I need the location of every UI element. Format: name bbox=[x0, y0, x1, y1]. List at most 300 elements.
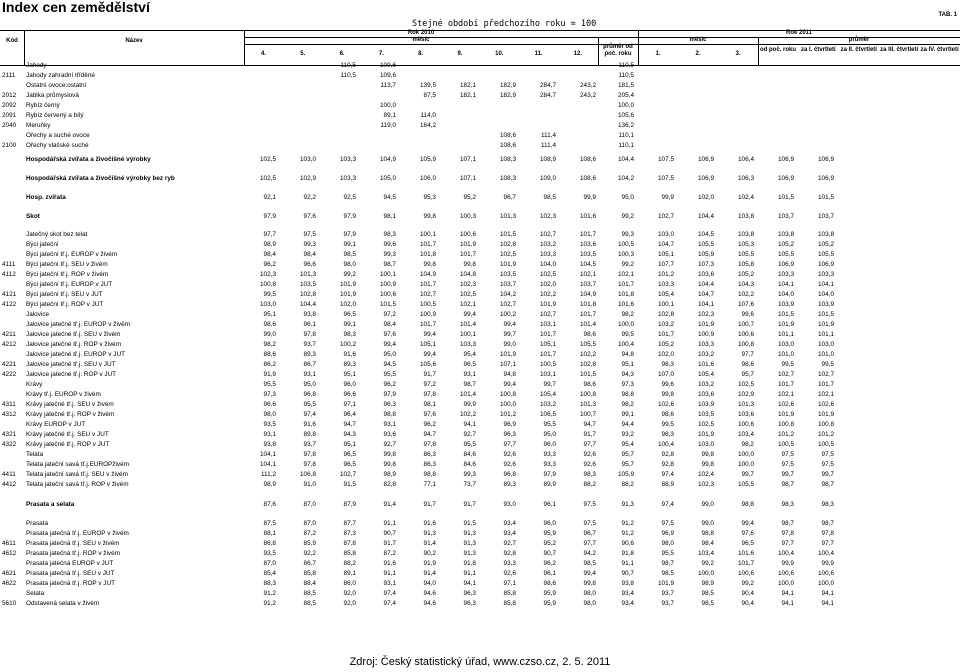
row-value: 99,8 bbox=[661, 391, 674, 398]
row-value: 102,9 bbox=[738, 391, 754, 398]
row-value: 101,9 bbox=[460, 241, 476, 248]
row-value: 101,7 bbox=[420, 281, 436, 288]
row-name: Prasata jatečná tř.j. SEU v JUT bbox=[26, 570, 115, 577]
row-value: 107,1 bbox=[500, 361, 516, 368]
row-value: 101,9 bbox=[540, 301, 556, 308]
row-value: 102,5 bbox=[460, 291, 476, 298]
row-value: 98,8 bbox=[383, 411, 396, 418]
table-row bbox=[0, 460, 960, 470]
row-value: 97,5 bbox=[661, 520, 674, 527]
row-value: 103,4 bbox=[698, 550, 714, 557]
row-value: 98,3 bbox=[661, 361, 674, 368]
row-value: 97,8 bbox=[423, 441, 436, 448]
row-value: 91,6 bbox=[423, 520, 436, 527]
row-value: 88,5 bbox=[303, 590, 316, 597]
row-value: 101,9 bbox=[778, 411, 794, 418]
row-value: 93,1 bbox=[383, 421, 396, 428]
row-value: 97,2 bbox=[423, 381, 436, 388]
row-value: 97,5 bbox=[821, 451, 834, 458]
row-value: 90,6 bbox=[621, 540, 634, 547]
row-value: 101,8 bbox=[420, 251, 436, 258]
row-value: 101,7 bbox=[778, 381, 794, 388]
row-value: 101,9 bbox=[818, 411, 834, 418]
row-value: 91,9 bbox=[423, 560, 436, 567]
row-value: 100,9 bbox=[380, 281, 396, 288]
header-year2-avg: průměr bbox=[848, 37, 870, 43]
row-value: 91,3 bbox=[463, 540, 476, 547]
row-code: 5610 bbox=[2, 600, 17, 607]
row-value: 95,0 bbox=[621, 194, 634, 201]
row-value: 101,7 bbox=[420, 241, 436, 248]
row-value: 97,7 bbox=[741, 351, 754, 358]
row-value: 92,6 bbox=[503, 570, 516, 577]
row-code: 4111 bbox=[2, 261, 16, 268]
row-value: 103,7 bbox=[778, 213, 794, 220]
row-value: 89,3 bbox=[303, 351, 316, 358]
row-value: 99,7 bbox=[543, 381, 556, 388]
header-mid-rule bbox=[244, 44, 638, 45]
row-value: 93,8 bbox=[263, 441, 276, 448]
row-value: 101,9 bbox=[658, 580, 674, 587]
row-value: 98,4 bbox=[303, 251, 316, 258]
row-value: 101,3 bbox=[300, 271, 316, 278]
row-value: 105,1 bbox=[540, 341, 556, 348]
row-value: 100,8 bbox=[580, 391, 596, 398]
row-value: 102,8 bbox=[580, 361, 596, 368]
table-row bbox=[0, 529, 960, 539]
tab-label: TAB. 1 bbox=[938, 12, 957, 18]
row-name: Selata bbox=[26, 590, 45, 597]
table-row bbox=[0, 350, 960, 360]
row-value: 96,5 bbox=[463, 361, 476, 368]
header-mid-rule bbox=[638, 44, 960, 45]
row-value: 99,8 bbox=[383, 461, 396, 468]
row-value: 99,0 bbox=[701, 501, 714, 508]
row-value: 96,8 bbox=[303, 391, 316, 398]
row-value: 94,8 bbox=[621, 351, 634, 358]
row-value: 101,5 bbox=[580, 371, 596, 378]
row-value: 97,5 bbox=[781, 451, 794, 458]
row-value: 102,7 bbox=[420, 291, 436, 298]
row-value: 97,8 bbox=[303, 331, 316, 338]
table-row bbox=[0, 390, 960, 400]
row-value: 96,6 bbox=[263, 401, 276, 408]
row-value: 110,1 bbox=[618, 142, 634, 149]
row-value: 103,3 bbox=[778, 271, 794, 278]
row-value: 99,6 bbox=[741, 311, 754, 318]
row-value: 94,1 bbox=[821, 600, 834, 607]
row-value: 96,3 bbox=[463, 600, 476, 607]
table-row bbox=[0, 280, 960, 290]
row-value: 93,5 bbox=[263, 421, 276, 428]
row-name: Jalovice jatečné tř.j. ROP v živém bbox=[26, 341, 122, 348]
header-year2: Rok 2011 bbox=[785, 30, 813, 36]
row-value: 99,5 bbox=[821, 361, 834, 368]
row-value: 91,7 bbox=[423, 371, 436, 378]
row-name: Prasata a selata bbox=[26, 501, 75, 508]
row-value: 99,0 bbox=[503, 341, 516, 348]
row-code: 4322 bbox=[2, 441, 17, 448]
row-value: 90,7 bbox=[543, 550, 556, 557]
row-value: 92,0 bbox=[343, 590, 356, 597]
row-value: 92,8 bbox=[503, 550, 516, 557]
row-value: 95,3 bbox=[423, 194, 436, 201]
row-value: 97,9 bbox=[343, 231, 356, 238]
row-value: 96,1 bbox=[543, 501, 556, 508]
row-value: 102,7 bbox=[340, 471, 356, 478]
row-value: 98,1 bbox=[423, 401, 436, 408]
row-value: 100,5 bbox=[618, 241, 634, 248]
row-value: 101,0 bbox=[818, 351, 834, 358]
row-value: 94,3 bbox=[621, 371, 634, 378]
row-value: 108,6 bbox=[580, 156, 596, 163]
row-value: 101,7 bbox=[618, 281, 634, 288]
row-value: 106,9 bbox=[698, 175, 714, 182]
row-value: 101,5 bbox=[818, 194, 834, 201]
row-value: 101,0 bbox=[778, 351, 794, 358]
table-row bbox=[0, 270, 960, 280]
row-value: 102,9 bbox=[300, 175, 316, 182]
row-value: 87,3 bbox=[343, 530, 356, 537]
row-name: Jalovice jatečné tř.j. SEU v JUT bbox=[26, 361, 116, 368]
row-value: 97,1 bbox=[343, 401, 356, 408]
row-value: 97,5 bbox=[583, 520, 596, 527]
row-value: 101,9 bbox=[698, 431, 714, 438]
row-value: 91,2 bbox=[263, 590, 276, 597]
row-value: 108,6 bbox=[580, 175, 596, 182]
row-value: 102,1 bbox=[778, 391, 794, 398]
row-value: 98,5 bbox=[661, 570, 674, 577]
row-value: 104,9 bbox=[420, 271, 436, 278]
row-value: 95,1 bbox=[263, 311, 276, 318]
row-value: 100,5 bbox=[540, 361, 556, 368]
row-value: 97,7 bbox=[583, 540, 596, 547]
row-value: 90,2 bbox=[423, 550, 436, 557]
header-month: 1. bbox=[655, 51, 661, 57]
row-value: 284,7 bbox=[540, 82, 556, 89]
row-value: 92,6 bbox=[503, 461, 516, 468]
table-row bbox=[0, 240, 960, 250]
row-value: 99,2 bbox=[621, 213, 634, 220]
row-value: 100,3 bbox=[460, 213, 476, 220]
row-value: 102,0 bbox=[340, 301, 356, 308]
row-value: 101,7 bbox=[460, 251, 476, 258]
table-row bbox=[0, 250, 960, 260]
table-row bbox=[0, 519, 960, 529]
row-value: 99,8 bbox=[463, 261, 476, 268]
row-code: 4211 bbox=[2, 331, 16, 338]
row-value: 103,1 bbox=[540, 371, 556, 378]
row-value: 95,2 bbox=[543, 540, 556, 547]
row-value: 98,4 bbox=[701, 540, 714, 547]
row-value: 100,1 bbox=[420, 231, 436, 238]
row-value: 88,2 bbox=[621, 481, 634, 488]
row-code: 4412 bbox=[2, 481, 17, 488]
row-value: 99,7 bbox=[781, 471, 794, 478]
row-value: 92,8 bbox=[661, 451, 674, 458]
row-value: 136,2 bbox=[618, 122, 634, 129]
row-value: 98,6 bbox=[583, 331, 596, 338]
row-value: 243,2 bbox=[580, 92, 596, 99]
row-name: Krávy jatečné tř.j. ROP v živém bbox=[26, 411, 115, 418]
row-value: 99,2 bbox=[343, 271, 356, 278]
row-value: 93,3 bbox=[543, 461, 556, 468]
row-value: 91,4 bbox=[383, 501, 396, 508]
row-value: 93,2 bbox=[621, 431, 634, 438]
row-value: 98,5 bbox=[701, 590, 714, 597]
row-value: 104,0 bbox=[778, 291, 794, 298]
row-value: 102,3 bbox=[698, 481, 714, 488]
row-value: 101,2 bbox=[778, 431, 794, 438]
table-row bbox=[0, 470, 960, 480]
row-value: 107,3 bbox=[698, 261, 714, 268]
row-value: 99,6 bbox=[383, 241, 396, 248]
table-row bbox=[0, 569, 960, 579]
row-value: 101,1 bbox=[778, 331, 794, 338]
row-code: 4122 bbox=[2, 301, 17, 308]
row-value: 93,3 bbox=[503, 560, 516, 567]
row-value: 111,2 bbox=[260, 471, 276, 478]
row-value: 105,4 bbox=[540, 391, 556, 398]
row-value: 105,6 bbox=[618, 112, 634, 119]
row-value: 94,1 bbox=[463, 421, 476, 428]
row-value: 102,2 bbox=[540, 291, 556, 298]
row-value: 99,4 bbox=[503, 381, 516, 388]
row-value: 97,8 bbox=[303, 461, 316, 468]
row-value: 101,6 bbox=[580, 213, 596, 220]
table-row bbox=[0, 174, 960, 184]
header-month: 12. bbox=[573, 51, 583, 57]
row-value: 100,1 bbox=[380, 271, 396, 278]
row-value: 182,1 bbox=[460, 92, 476, 99]
row-value: 105,5 bbox=[698, 241, 714, 248]
table-row bbox=[0, 320, 960, 330]
row-value: 98,2 bbox=[621, 311, 634, 318]
row-value: 106,9 bbox=[778, 175, 794, 182]
row-value: 96,5 bbox=[343, 461, 356, 468]
row-value: 100,4 bbox=[818, 550, 834, 557]
row-value: 104,0 bbox=[540, 261, 556, 268]
row-value: 99,4 bbox=[583, 570, 596, 577]
row-value: 105,9 bbox=[618, 471, 634, 478]
row-value: 100,0 bbox=[778, 580, 794, 587]
row-value: 103,3 bbox=[340, 156, 356, 163]
row-value: 97,7 bbox=[263, 231, 276, 238]
row-value: 101,8 bbox=[618, 291, 634, 298]
row-value: 94,1 bbox=[781, 590, 794, 597]
table-row bbox=[0, 559, 960, 569]
row-value: 104,1 bbox=[818, 281, 834, 288]
row-value: 105,1 bbox=[420, 341, 436, 348]
table-row bbox=[0, 330, 960, 340]
row-value: 96,0 bbox=[543, 441, 556, 448]
row-value: 103,9 bbox=[698, 401, 714, 408]
row-value: 98,7 bbox=[781, 481, 794, 488]
row-value: 93,1 bbox=[463, 371, 476, 378]
header-month: 5. bbox=[300, 51, 306, 57]
row-value: 96,3 bbox=[463, 590, 476, 597]
row-value: 106,3 bbox=[738, 175, 754, 182]
row-value: 95,9 bbox=[543, 590, 556, 597]
row-value: 91,3 bbox=[621, 501, 634, 508]
row-value: 99,5 bbox=[661, 421, 674, 428]
row-value: 106,0 bbox=[420, 175, 436, 182]
row-value: 100,5 bbox=[778, 441, 794, 448]
row-value: 100,6 bbox=[738, 421, 754, 428]
row-value: 103,2 bbox=[658, 321, 674, 328]
row-value: 98,7 bbox=[661, 560, 674, 567]
row-name: Hospodářská zvířata a živočišné výrobky bez ryb bbox=[26, 175, 175, 182]
row-name: Býci jateční tř.j. EUROP v JUT bbox=[26, 281, 113, 288]
row-value: 93,7 bbox=[303, 441, 316, 448]
row-value: 102,6 bbox=[778, 401, 794, 408]
table-row bbox=[0, 61, 960, 71]
row-code: 4621 bbox=[2, 570, 17, 577]
table-row bbox=[0, 500, 960, 510]
row-value: 98,3 bbox=[661, 431, 674, 438]
row-value: 105,2 bbox=[738, 271, 754, 278]
row-value: 102,4 bbox=[698, 471, 714, 478]
row-value: 101,2 bbox=[818, 431, 834, 438]
row-value: 105,5 bbox=[580, 341, 596, 348]
row-value: 106,9 bbox=[778, 261, 794, 268]
row-value: 107,7 bbox=[658, 261, 674, 268]
row-value: 103,9 bbox=[778, 301, 794, 308]
row-value: 96,2 bbox=[543, 560, 556, 567]
row-name: Hospodářská zvířata a živočišné výrobky bbox=[26, 156, 151, 163]
table-row bbox=[0, 131, 960, 141]
row-value: 87,2 bbox=[383, 550, 396, 557]
row-value: 100,0 bbox=[698, 570, 714, 577]
row-value: 94,4 bbox=[621, 421, 634, 428]
row-value: 102,5 bbox=[698, 421, 714, 428]
row-value: 105,2 bbox=[658, 341, 674, 348]
row-value: 89,8 bbox=[303, 431, 316, 438]
row-value: 108,6 bbox=[500, 132, 516, 139]
row-value: 101,9 bbox=[340, 291, 356, 298]
row-value: 95,5 bbox=[263, 381, 276, 388]
row-value: 101,7 bbox=[540, 351, 556, 358]
row-value: 100,1 bbox=[460, 331, 476, 338]
row-value: 89,9 bbox=[543, 481, 556, 488]
row-value: 101,3 bbox=[738, 401, 754, 408]
row-value: 100,0 bbox=[618, 102, 634, 109]
row-value: 98,2 bbox=[263, 341, 276, 348]
row-value: 98,4 bbox=[383, 321, 396, 328]
row-value: 95,7 bbox=[621, 461, 634, 468]
row-value: 91,1 bbox=[383, 570, 396, 577]
row-value: 101,7 bbox=[738, 560, 754, 567]
table-row bbox=[0, 71, 960, 81]
table-row bbox=[0, 410, 960, 420]
row-value: 108,9 bbox=[540, 156, 556, 163]
row-value: 90,7 bbox=[383, 530, 396, 537]
row-value: 97,4 bbox=[303, 411, 316, 418]
row-value: 88,1 bbox=[263, 530, 276, 537]
row-value: 98,9 bbox=[383, 471, 396, 478]
row-value: 100,0 bbox=[380, 102, 396, 109]
row-code: 2091 bbox=[2, 112, 17, 119]
row-value: 99,5 bbox=[621, 331, 634, 338]
row-value: 91,7 bbox=[463, 501, 476, 508]
row-value: 98,9 bbox=[263, 241, 276, 248]
row-name: Jablka průmyslová bbox=[26, 92, 79, 99]
row-value: 98,5 bbox=[583, 560, 596, 567]
row-value: 99,7 bbox=[821, 471, 834, 478]
row-value: 94,3 bbox=[343, 431, 356, 438]
row-value: 102,0 bbox=[698, 194, 714, 201]
row-value: 96,1 bbox=[303, 321, 316, 328]
row-value: 104,9 bbox=[380, 156, 396, 163]
row-value: 101,5 bbox=[818, 311, 834, 318]
row-value: 88,5 bbox=[303, 600, 316, 607]
header-avg-col: za I. čtvrtletí bbox=[801, 47, 836, 53]
row-value: 105,5 bbox=[738, 481, 754, 488]
row-value: 91,6 bbox=[303, 421, 316, 428]
row-value: 88,2 bbox=[343, 560, 356, 567]
row-value: 100,7 bbox=[738, 321, 754, 328]
row-value: 100,8 bbox=[738, 341, 754, 348]
row-value: 92,7 bbox=[463, 431, 476, 438]
row-value: 107,1 bbox=[460, 175, 476, 182]
row-value: 100,6 bbox=[380, 291, 396, 298]
row-value: 98,3 bbox=[781, 501, 794, 508]
row-value: 99,0 bbox=[263, 331, 276, 338]
row-value: 93,4 bbox=[621, 590, 634, 597]
row-value: 100,5 bbox=[420, 301, 436, 308]
row-name: Skot bbox=[26, 213, 40, 220]
row-value: 96,3 bbox=[503, 431, 516, 438]
row-value: 95,4 bbox=[621, 441, 634, 448]
row-value: 94,8 bbox=[503, 371, 516, 378]
row-value: 97,4 bbox=[383, 590, 396, 597]
row-value: 100,2 bbox=[340, 341, 356, 348]
row-value: 100,8 bbox=[500, 391, 516, 398]
row-value: 98,9 bbox=[263, 481, 276, 488]
row-value: 109,0 bbox=[540, 175, 556, 182]
row-value: 90,7 bbox=[621, 570, 634, 577]
row-value: 95,9 bbox=[543, 530, 556, 537]
row-value: 102,7 bbox=[818, 371, 834, 378]
table-row bbox=[0, 420, 960, 430]
row-value: 103,5 bbox=[500, 271, 516, 278]
row-value: 97,8 bbox=[303, 451, 316, 458]
row-value: 102,7 bbox=[658, 213, 674, 220]
row-value: 97,9 bbox=[343, 213, 356, 220]
row-value: 100,4 bbox=[618, 341, 634, 348]
row-value: 98,5 bbox=[701, 600, 714, 607]
row-value: 91,8 bbox=[463, 560, 476, 567]
row-value: 101,2 bbox=[658, 271, 674, 278]
row-value: 102,5 bbox=[260, 175, 276, 182]
row-value: 87,9 bbox=[343, 501, 356, 508]
table-row bbox=[0, 290, 960, 300]
row-name: Jatečný skot bez telat bbox=[26, 231, 88, 238]
row-value: 105,6 bbox=[420, 361, 436, 368]
row-value: 100,8 bbox=[818, 421, 834, 428]
row-name: Rybíz červený a bílý bbox=[26, 112, 84, 119]
row-value: 99,7 bbox=[503, 331, 516, 338]
row-value: 104,9 bbox=[580, 291, 596, 298]
row-value: 94,6 bbox=[423, 590, 436, 597]
row-value: 98,6 bbox=[741, 361, 754, 368]
row-value: 103,4 bbox=[738, 431, 754, 438]
row-value: 104,4 bbox=[300, 301, 316, 308]
row-value: 110,5 bbox=[618, 62, 634, 69]
table-row bbox=[0, 141, 960, 151]
row-value: 93,7 bbox=[661, 600, 674, 607]
row-value: 101,5 bbox=[778, 194, 794, 201]
